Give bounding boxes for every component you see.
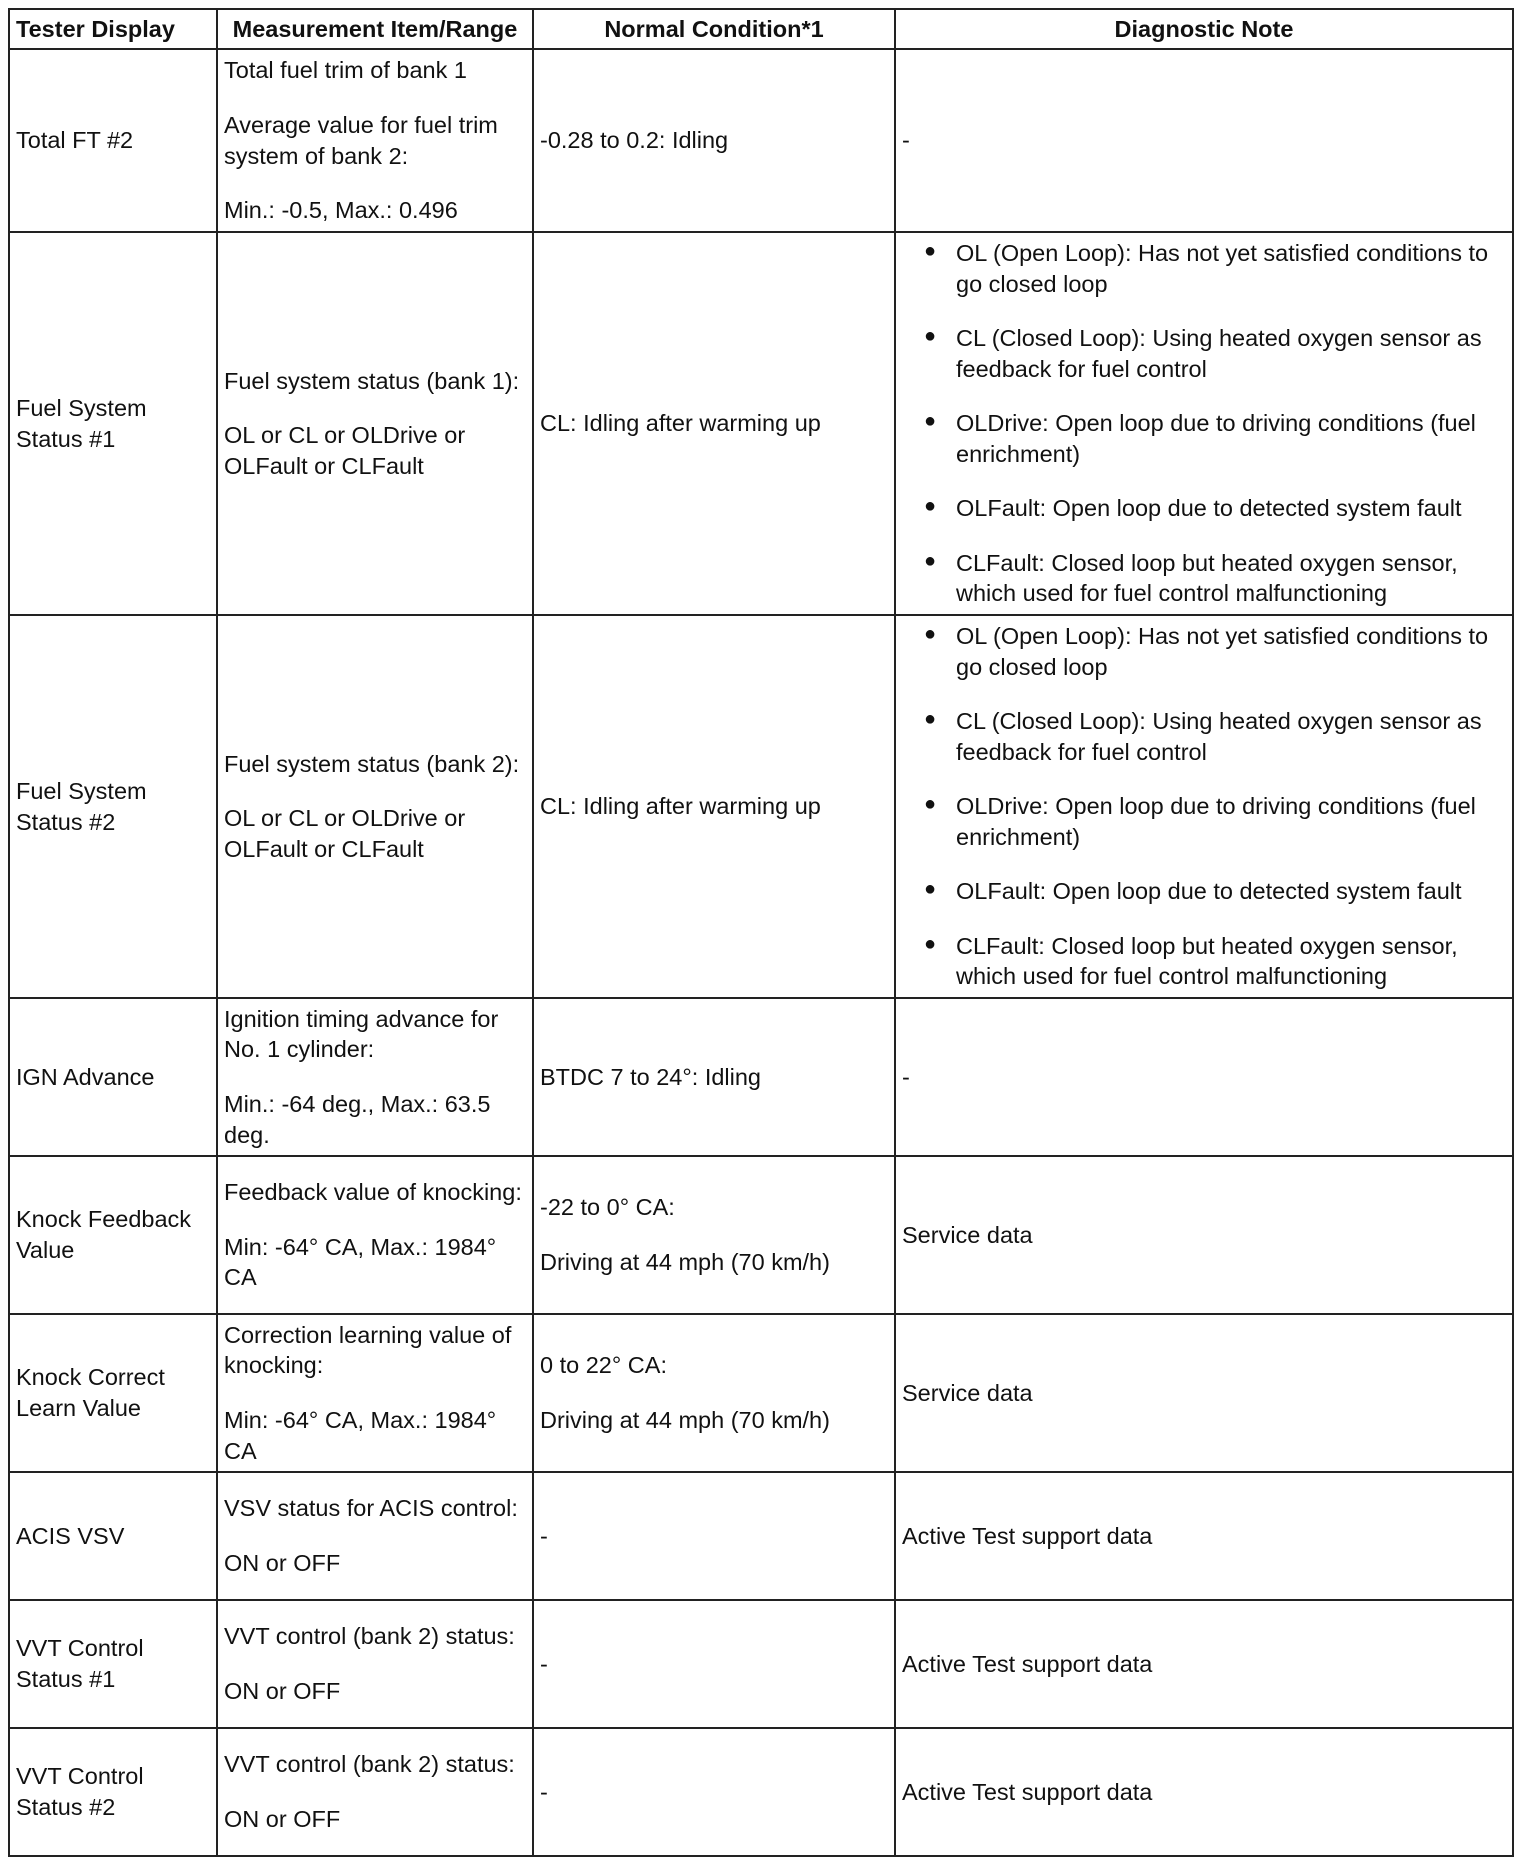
note-item: [902, 238, 1506, 299]
header-measurement-item: Measurement Item/Range: [217, 9, 533, 49]
measurement-line: OL or CL or OLDrive or OLFault or CLFault: [224, 422, 466, 479]
note-item: [902, 548, 1506, 609]
tester-display-cell: Fuel System Status #2: [9, 615, 217, 998]
measurement-cell: [217, 1600, 533, 1728]
tester-display-cell: Knock Feedback Value: [9, 1156, 217, 1314]
note-text: CL (Closed Loop): Using heated oxygen sensor as feedback for fuel control: [956, 708, 1482, 765]
note-text: OLFault: Open loop due to detected system fault: [956, 495, 1462, 522]
measurement-line: Min: -64° CA, Max.: 1984° CA: [224, 1407, 497, 1464]
bullet-icon: ●: [924, 878, 937, 901]
diagnostic-note-cell: Active Test support data: [895, 1472, 1513, 1600]
header-row: [9, 9, 1513, 49]
tester-display-cell: VVT Control Status #1: [9, 1600, 217, 1728]
measurement-line: Ignition timing advance for No. 1 cylinder:: [224, 1005, 499, 1063]
table-row: [9, 998, 1513, 1156]
note-text: OLDrive: Open loop due to driving conditions (fuel enrichment): [956, 793, 1476, 850]
normal-condition-line: CL: Idling after warming up: [540, 793, 821, 820]
note-item: [902, 408, 1506, 469]
note-text: CLFault: Closed loop but heated oxygen sensor, which used for fuel control malfunctioning: [956, 549, 1458, 607]
note-item: [902, 706, 1506, 767]
note-item: [902, 876, 1506, 907]
tester-display-cell: VVT Control Status #2: [9, 1728, 217, 1856]
measurement-cell: [217, 1472, 533, 1600]
table-row: [9, 1728, 1513, 1856]
normal-condition-cell: [533, 1728, 895, 1856]
measurement-line: Correction learning value of knocking:: [224, 1321, 512, 1379]
note-item: [902, 323, 1506, 384]
diagnostic-note-cell: Service data: [895, 1314, 1513, 1472]
note-text: OLFault: Open loop due to detected system fault: [956, 878, 1462, 905]
measurement-line: VVT control (bank 2) status:: [224, 1623, 515, 1650]
table-row: [9, 615, 1513, 998]
measurement-line: Feedback value of knocking:: [224, 1179, 522, 1206]
table-row: [9, 1314, 1513, 1472]
measurement-cell: [217, 1728, 533, 1856]
normal-condition-cell: [533, 615, 895, 998]
fuel-status-note-list: [902, 238, 1506, 609]
note-text: CLFault: Closed loop but heated oxygen sensor, which used for fuel control malfunctioning: [956, 932, 1458, 990]
normal-condition-cell: [533, 49, 895, 232]
table-row: [9, 1600, 1513, 1728]
note-item: [902, 493, 1506, 524]
tester-display-cell: Knock Correct Learn Value: [9, 1314, 217, 1472]
measurement-line: Min.: -0.5, Max.: 0.496: [224, 197, 458, 224]
diagnostic-note-cell: -: [895, 49, 1513, 232]
note-text: OL (Open Loop): Has not yet satisfied conditions to go closed loop: [956, 623, 1489, 680]
data-list-table: [8, 8, 1514, 1857]
measurement-line: Fuel system status (bank 2):: [224, 750, 520, 777]
measurement-cell: [217, 49, 533, 232]
note-text: OLDrive: Open loop due to driving conditions (fuel enrichment): [956, 410, 1476, 467]
note-item: [902, 621, 1506, 682]
header-normal-condition: Normal Condition*1: [533, 9, 895, 49]
note-text: OL (Open Loop): Has not yet satisfied conditions to go closed loop: [956, 240, 1489, 297]
measurement-cell: [217, 998, 533, 1156]
table-row: [9, 1472, 1513, 1600]
bullet-icon: ●: [924, 623, 937, 646]
measurement-cell: [217, 1156, 533, 1314]
normal-condition-line: -: [540, 1778, 548, 1805]
bullet-icon: ●: [924, 410, 937, 433]
measurement-cell: [217, 615, 533, 998]
bullet-icon: ●: [924, 932, 937, 955]
measurement-line: Min: -64° CA, Max.: 1984° CA: [224, 1233, 497, 1291]
bullet-icon: ●: [924, 325, 937, 348]
measurement-line: Average value for fuel trim system of bank 2:: [224, 111, 498, 169]
bullet-icon: ●: [924, 495, 937, 518]
diagnostic-note-cell: Active Test support data: [895, 1600, 1513, 1728]
tester-display-cell: Total FT #2: [9, 49, 217, 232]
measurement-line: Total fuel trim of bank 1: [224, 57, 467, 84]
normal-condition-cell: [533, 1600, 895, 1728]
table-row: [9, 232, 1513, 615]
measurement-line: Min.: -64 deg., Max.: 63.5 deg.: [224, 1091, 491, 1148]
diagnostic-note-cell: Service data: [895, 1156, 1513, 1314]
normal-condition-line: 0 to 22° CA:: [540, 1352, 667, 1379]
normal-condition-cell: [533, 232, 895, 615]
bullet-icon: ●: [924, 240, 937, 263]
header-tester-display: Tester Display: [9, 9, 217, 49]
bullet-icon: ●: [924, 793, 937, 816]
table-row: [9, 49, 1513, 232]
bullet-icon: ●: [924, 708, 937, 731]
header-diagnostic-note: Diagnostic Note: [895, 9, 1513, 49]
measurement-cell: [217, 232, 533, 615]
diagnostic-note-cell: [895, 615, 1513, 998]
normal-condition-line: -: [540, 1522, 548, 1549]
normal-condition-cell: [533, 1472, 895, 1600]
bullet-icon: ●: [924, 549, 937, 572]
measurement-line: ON or OFF: [224, 1678, 341, 1704]
note-item: [902, 791, 1506, 852]
tester-display-cell: IGN Advance: [9, 998, 217, 1156]
normal-condition-cell: [533, 1156, 895, 1314]
tester-display-cell: ACIS VSV: [9, 1472, 217, 1600]
measurement-line: VVT control (bank 2) status:: [224, 1751, 515, 1778]
measurement-line: VSV status for ACIS control:: [224, 1495, 518, 1522]
diagnostic-note-cell: -: [895, 998, 1513, 1156]
normal-condition-line: Driving at 44 mph (70 km/h): [540, 1407, 830, 1433]
note-item: [902, 931, 1506, 992]
diagnostic-note-cell: [895, 232, 1513, 615]
normal-condition-cell: [533, 1314, 895, 1472]
normal-condition-cell: [533, 998, 895, 1156]
table-row: [9, 1156, 1513, 1314]
measurement-cell: [217, 1314, 533, 1472]
normal-condition-line: -22 to 0° CA:: [540, 1194, 675, 1221]
measurement-line: OL or CL or OLDrive or OLFault or CLFault: [224, 805, 466, 862]
normal-condition-line: -: [540, 1650, 548, 1677]
measurement-line: Fuel system status (bank 1):: [224, 367, 520, 394]
normal-condition-line: Driving at 44 mph (70 km/h): [540, 1249, 830, 1275]
normal-condition-line: BTDC 7 to 24°: Idling: [540, 1063, 762, 1090]
normal-condition-line: -0.28 to 0.2: Idling: [540, 127, 729, 154]
diagnostic-note-cell: Active Test support data: [895, 1728, 1513, 1856]
measurement-line: ON or OFF: [224, 1550, 341, 1576]
normal-condition-line: CL: Idling after warming up: [540, 410, 821, 437]
fuel-status-note-list: [902, 621, 1506, 992]
note-text: CL (Closed Loop): Using heated oxygen sensor as feedback for fuel control: [956, 325, 1482, 382]
tester-display-cell: Fuel System Status #1: [9, 232, 217, 615]
measurement-line: ON or OFF: [224, 1806, 341, 1832]
